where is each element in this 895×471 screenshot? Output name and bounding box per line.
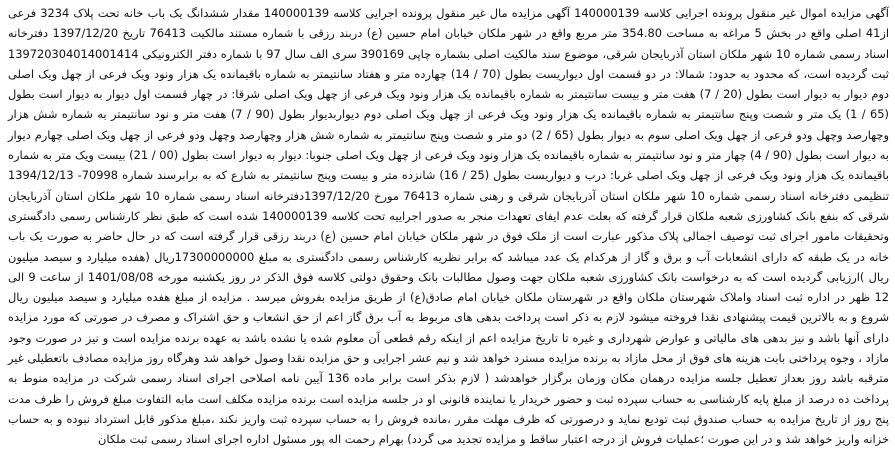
auction-notice-text: آگهی مزایده اموال غیر منقول پرونده اجرایی کلاسه 140000139 آگهی مزایده مال غیر منقول پرونده اجرایی کلاسه 140000139 مقدار ششدانگ یک باب خانه تحت پلاک 3234 فرعی از41 اصلی واقع در بخش 5 مراغه به مساحت 354.80 متر مربع واقع در شهر ملکان خیابان امام حسین (ع) دربند رزقی با شماره مستند مالکیت 76413 تاریخ 1397/12/20 دفترخانه اسناد رسمی شماره 10 شهر ملکان استان آذربایجان شرقی، موضوع سند مالکیت اصلی بشماره چاپی 390169 سری الف سال 97 با شماره دفتر الکترونیکی 13972030401400141‬4 ثبت گردیده است، که محدود به حدود: شمالا: در دو قسمت اول دیواریست بطول (70 / 14) چهارده متر و هفتاد سانتیمتر به شماره باقیمانده یک هزار ونود ویک فرعی از چهل ویک اصلی دوم دیوار به دیوار است بطول (20 / 7) هفت متر و بیست سانتیمتر به شماره باقیمانده یک هزار ونود ویک فرعی از چهل ویک اصلی شرقا: در چهار قسمت اول دیوار به دیوار است بطول (65 / 1) یک متر و شصت وپنج سانتیمتر به شماره باقیمانده یک هزار ونود ویک فرعی از چهل ویک اصلی دوم دیواربدیوار بطول (90 / 7) هفت متر و نود سانتیمتر به شماره شش هزار وچهارصد وچهل ودو فرعی از چهل ویک اصلی سوم به دیوار بطول (65 / 2) دو متر و شصت وپنج سانتیمتر به شماره شش هزار وچهارصد وچهل ودو فرعی از چهل ویک اصلی چهارم دیوار به دیوار است بطول (90 / 4) چهار متر و نود سانتیمتر به شماره باقیمانده یک هزار ونود ویک فرعی از چهل ویک اصلی جنوبا: دیوار به دیوار است بطول (00 / 21) بیست ویک متر به شماره باقیمانده یک هزار ونود ویک فرعی از چهل ویک اصلی غربا: درب و دیواریست بطول (25 / 16) شانزده متر و بیست وپنج سانتیمتر به شارع که به برابرسند شماره 70998- 1394/12/13 تنظیمی دفترخانه اسناد رسمی شماره 10 شهر ملکان استان آذربایجان شرقی و رهنی شماره 76413 مورخ 1397/12/20دفترخانه اسناد رسمی شماره 10 شهر ملکان استان آذربایجان شرقی که بنفع بانک کشاورزی شعبه ملکان قرار گرفته که بعلت عدم ایفای تعهدات منجر به صدور اجراییه تحت کلاسه 140000139 شده است که طبق نظر کارشناس رسمی دادگستری وتحقیقات مامور اجرای ثبت توصیف اجمالی پلاک مذکور عبارت است از ملک فوق در شهر ملکان خیابان امام حسین (ع) دربند رزقی قرار گرفته است که در حال حاضر به صورت یک باب خانه در یک طبقه که دارای انشعابات آب و برق و گاز از هرکدام یک عدد میباشد که برابر نظریه کارشناس رسمی دادگستری به مبلغ 17300000000ریال (هفده میلیارد و سیصد میلیون ریال )ارزیابی گردیده است که به درخواست بانک کشاورزی شعبه ملکان جهت وصول مطالبات بانک وحقوق دولتی کلاسه فوق الذکر در روز یکشنبه مورخه 1401/08/08 از ساعت 9 الی 12 ظهر در اداره ثبت اسناد واملاک شهرستان ملکان واقع در شهرستان ملکان خیابان امام صادق(ع) از طریق مزایده بفروش میرسد . مزایده از مبلغ هفده میلیارد و سیصد میلیون ریال شروع و به بالاترین قیمت پیشنهادی نقدا فروخته میشود لازم به ذکر است پرداخت بدهی های مربوط به آب برق گاز اعم از حق انشعاب و حق اشتراک و مصرف در صورتی که مورد مزایده دارای آنها باشد و نیز بدهی های مالیاتی و عوارض شهرداری و غیره تا تاریخ مزایده اعم از اینکه رقم قطعی آن معلوم شده یا نشده باشد به عهده برنده مزایده است و نیز در صورت وجود مازاد ، وجوه پرداختی بابت هزینه های فوق از محل مازاد به برنده مزایده مسترد خواهد شد و نیم عشر اجرایی و حق مزایده نقدا وصول خواهد شد وهرگاه روز مزایده مصادف باتعطیلی غیر مترقبه باشد روز بعداز تعطیل جلسه مزایده درهمان مکان وزمان برگزار خواهدشد ( لازم بذکر است برابر ماده 136 آیین نامه اصلاحی اجرای اسناد رسمی شرکت در مزایده منوط به پرداخت ده درصد از مبلغ پایه کارشناسی به حساب سپرده ثبت و حضور خریدار یا نماینده قانونی او در جلسه مزایده است برنده مزایده مکلف است مابه التفاوت مبلغ فروش را ظرف مدت پنج روز از تاریخ مزایده به حساب صندوق ثبت تودیع نماید و درصورتی که ظرف مهلت مقرر ،مانده فروش را به حساب سپرده ثبت واریز نکند ،مبلغ مذکور قابل استرداد نبوده و به حساب خزانه واریز خواهد شد و در این صورت ؛عملیات فروش از درجه اعتبار ساقط و مزایده تجدید می گردد) بهرام رحمت اله پور مسئول اداره اجرای اسناد رسمی ثبت ملکان bbox=[8, 6, 890, 447]
